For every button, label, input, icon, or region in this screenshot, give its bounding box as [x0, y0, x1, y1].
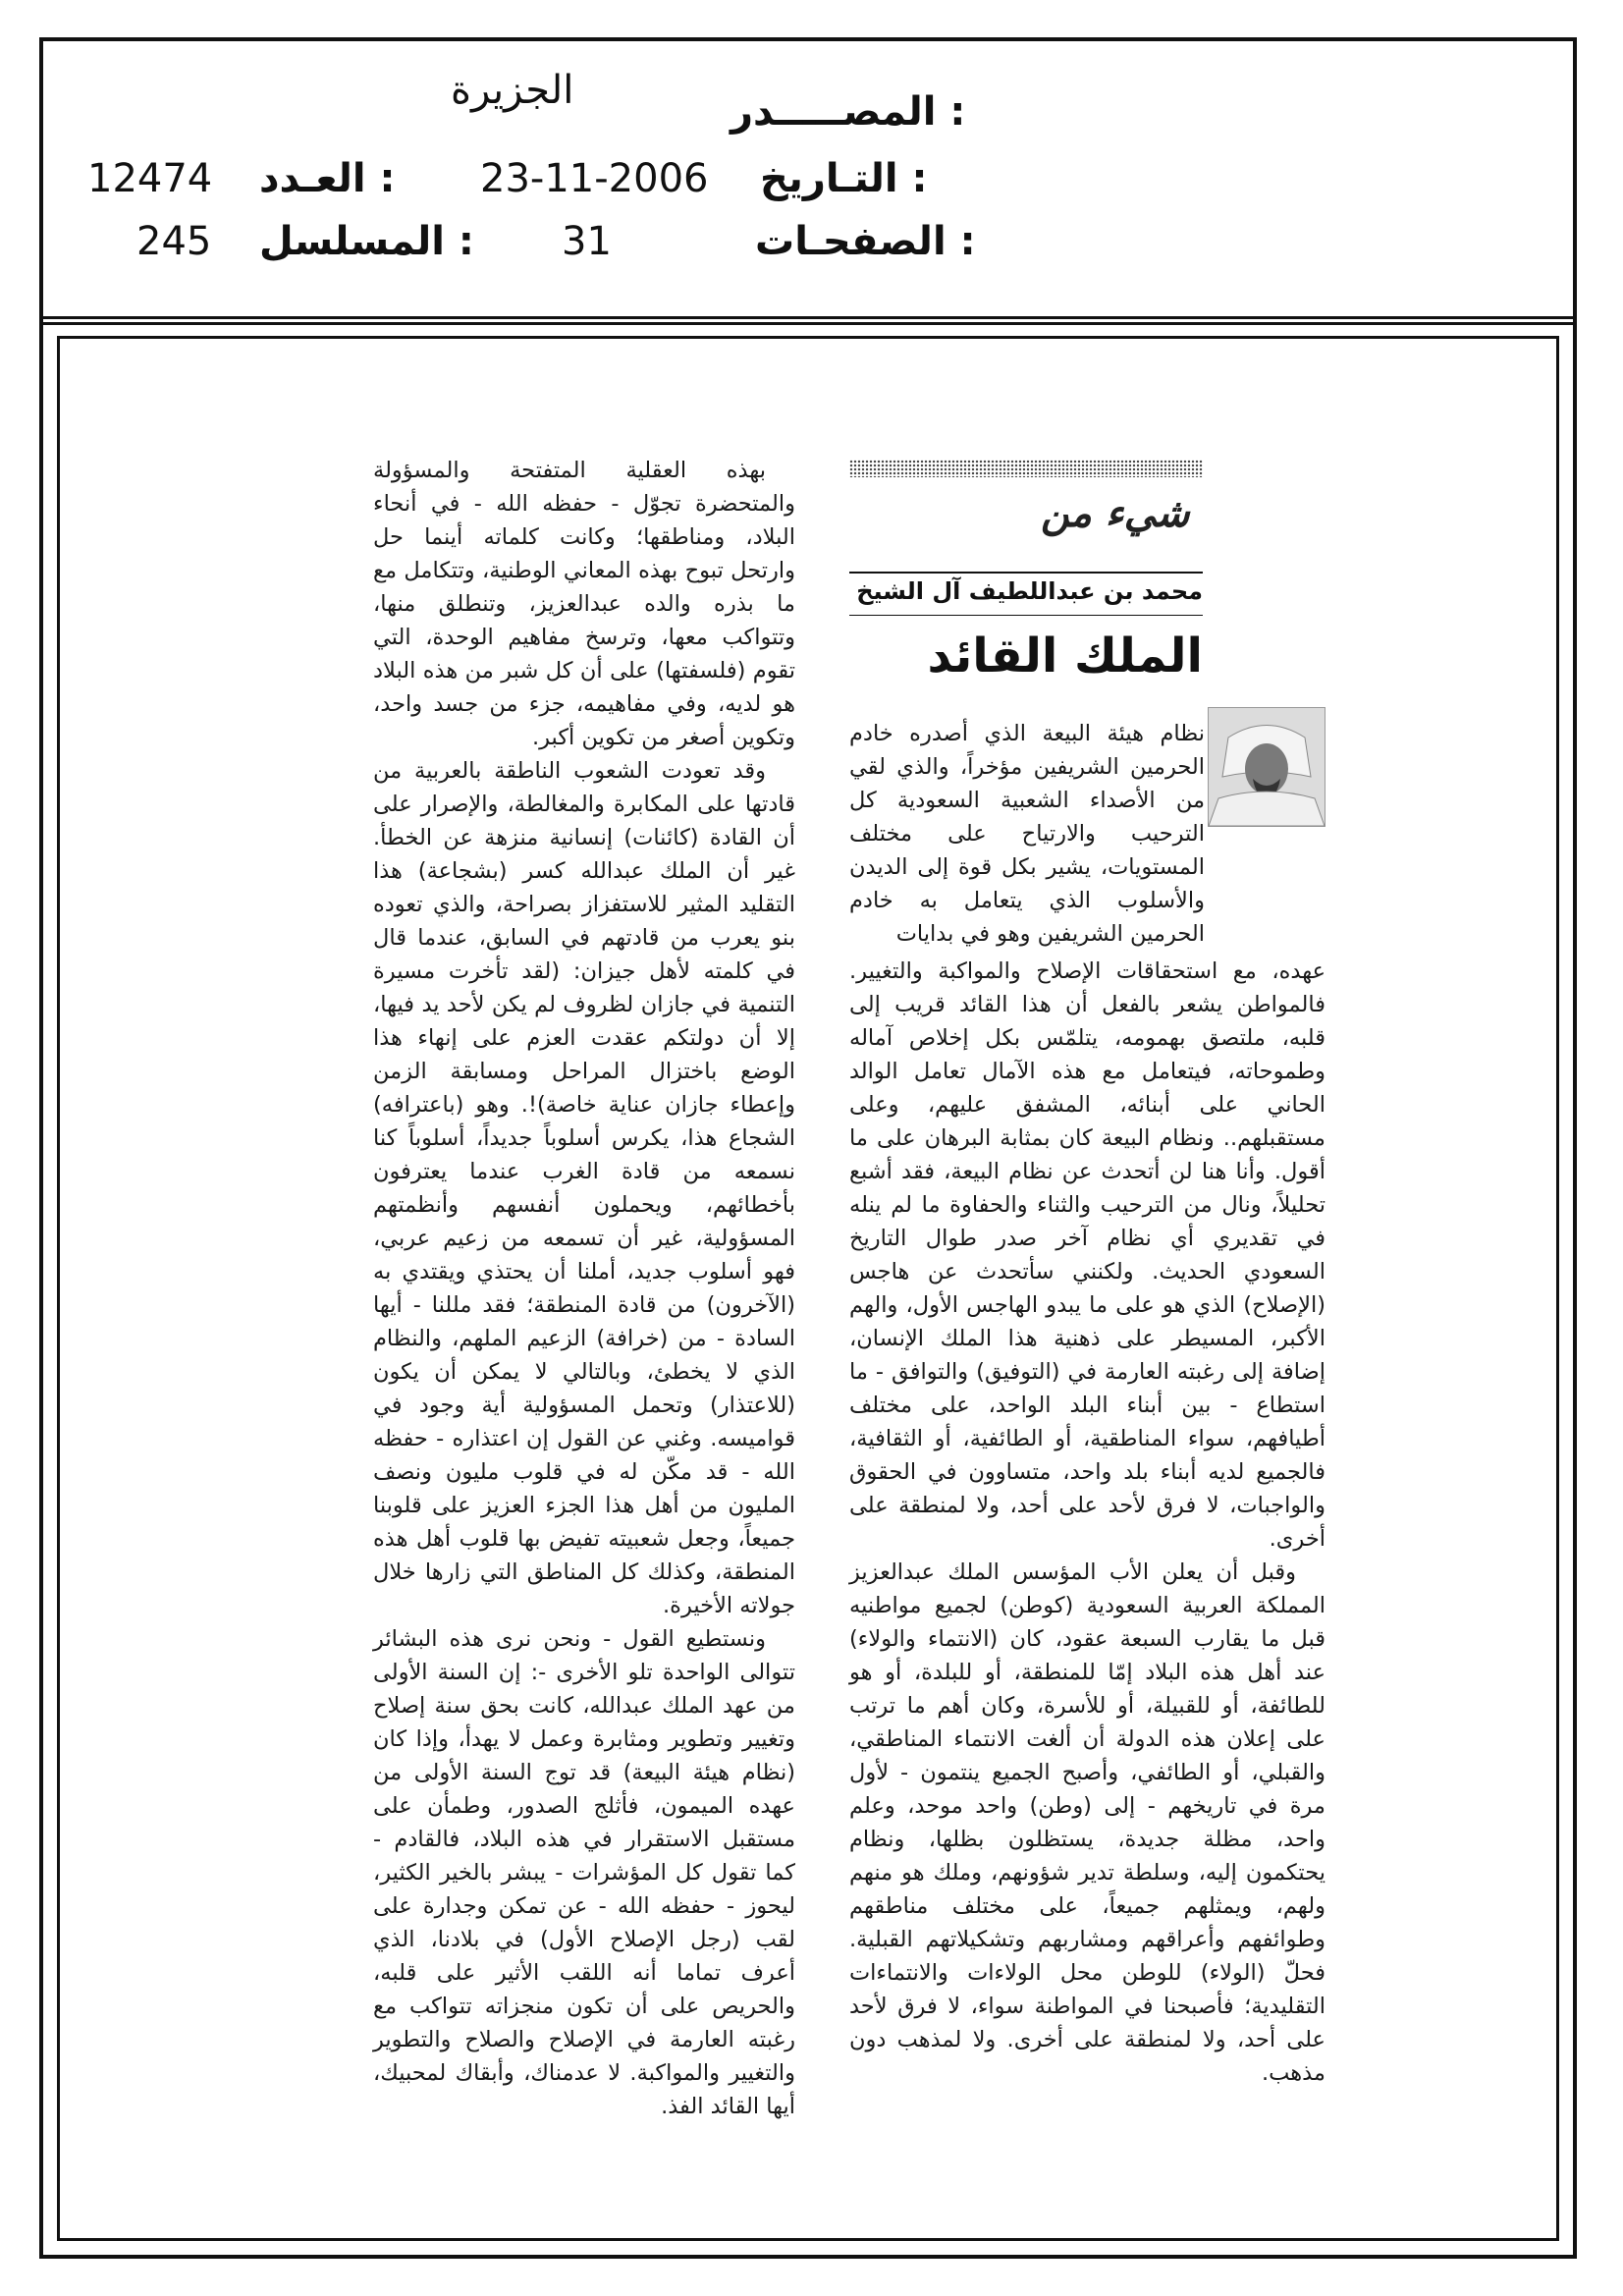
date-value: 23-11-2006 [480, 156, 709, 201]
author-name: محمد بن عبداللطيف آل الشيخ [856, 577, 1203, 605]
source-label: المصـــــدر : [730, 89, 966, 135]
pages-label: الصفحـات : [755, 219, 976, 264]
paragraph-5: ونستطيع القول - ونحن نرى هذه البشائر تتوالى الواحدة تلو الأخرى -: إن السنة الأولى من عهد الملك عبدالله، كانت بحق سنة إصلاح وتغيير وتطوير ومثابرة وعمل لا يهدأ، وإذا كان (نظام هيئة البيعة) قد توج السنة الأولى من عهده الميمون، فأثلج الصدور، وطمأن على مستقبل الاستقرار في هذه البلاد، فالقادم - كما تقول كل المؤشرات - يبشر بالخير الكثير، ليحوز - حفظه الله - عن تمكن وجدارة على لقب (رجل الإصلاح الأول) في بلادنا، الذي أعرف تماما أنه اللقب الأثير على قلبه، والحريص على أن تكون منجزاته تتواكب مع رغبته العارمة في الإصلاح والصلاح والتطوير والتغيير والمواكبة. لا عدمناك، وأبقاك لمحبيك، أيها القائد الفذ. [373, 1626, 795, 2119]
article-column-right [849, 955, 1325, 2086]
paragraph-1-start: نظام هيئة البيعة الذي أصدره خادم الحرمين الشريفين مؤخراً، والذي لقي من الأصداء الشعبية السعودية كل الترحيب والارتياح على مختلف المستويات، يشير بكل قوة إلى الديدن والأسلوب الذي يتعامل به خادم الحرمين الشريفين وهو في بدايات [849, 721, 1205, 947]
metadata-header [43, 41, 1573, 319]
paragraph-3: بهذه العقلية المتفتحة والمسؤولة والمتحضرة تجوّل - حفظه الله - في أنحاء البلاد، ومناطقها؛ وكانت كلماته أينما حل وارتحل تبوح بهذه المعاني الوطنية، وتتكامل مع ما بذره والده عبدالعزيز، وتنطلق منها، وتتواكب معها، وترسخ مفاهيم الوحدة، التي تقوم (فلسفتها) على أن كل شبر من هذه البلاد هو لديه، وفي مفاهيمه، جزء من جسد واحد، وتكوين أصغر من تكوين أكبر. [373, 458, 795, 750]
serial-value: 245 [136, 219, 212, 264]
source-value: الجزيرة [451, 68, 574, 113]
column-dotted-rule [849, 460, 1203, 477]
column-name: شيء من [1041, 491, 1190, 536]
article-title: الملك القائد [927, 629, 1203, 683]
author-top-rule [849, 572, 1203, 574]
paragraph-1-cont: عهده، مع استحقاقات الإصلاح والمواكبة والتغيير. فالمواطن يشعر بالفعل أن هذا القائد قريب إلى قلبه، ملتصق بهمومه، يتلمّس بكل إخلاص آماله وطموحاته، فيتعامل مع هذه الآمال تعامل الوالد الحاني على أبنائه، المشفق عليهم، وعلى مستقبلهم.. ونظام البيعة كان بمثابة البرهان على ما أقول. وأنا هنا لن أتحدث عن نظام البيعة، فقد أشبع تحليلاً، ونال من الترحيب والثناء والحفاوة ما لم ينله في تقديري أي نظام آخر صدر طوال التاريخ السعودي الحديث. ولكنني سأتحدث عن هاجس (الإصلاح) الذي هو على ما يبدو الهاجس الأول، والهم الأكبر، المسيطر على ذهنية هذا الملك الإنسان، إضافة إلى رغبته العارمة في (التوفيق) والتوافق - ما استطاع - بين أبناء البلد الواحد، على مختلف أطيافهم، سواء المناطقية، أو الطائفية، أو الثقافية، فالجميع لديه أبناء بلد واحد، متساوون في الحقوق والواجبات، لا فرق لأحد على أحد، ولا لمنطقة على أخرى. [849, 958, 1325, 1552]
serial-label: المسلسل : [259, 219, 474, 264]
author-portrait-icon [1209, 708, 1325, 826]
article-frame [57, 336, 1559, 2241]
article-column-left [373, 454, 795, 2119]
author-photo [1208, 707, 1325, 827]
author-bottom-rule [849, 615, 1203, 616]
pages-value: 31 [562, 219, 612, 264]
paragraph-2: وقبل أن يعلن الأب المؤسس الملك عبدالعزيز المملكة العربية السعودية (كوطن) لجميع مواطنيه قبل ما يقارب السبعة عقود، كان (الانتماء والولاء) عند أهل هذه البلاد إمّا للمنطقة، أو للبلدة، أو هو للطائفة، أو للقبيلة، أو للأسرة، وكان أهم ما ترتب على إعلان هذه الدولة أن ألغت الانتماء المناطقي، والقبلي، أو الطائفي، وأصبح الجميع ينتمون - لأول مرة في تاريخهم - إلى (وطن) واحد موحد، وعلم واحد، مظلة جديدة، يستظلون بظلها، ونظام يحتكمون إليه، وسلطة تدير شؤونهم، وملك هو منهم ولهم، ويمثلهم جميعاً، على مختلف مناطقهم وطوائفهم وأعراقهم ومشاربهم وتشكيلاتهم القبلية. فحلّ (الولاء) للوطن محل الولاءات والانتماءات التقليدية؛ فأصبحنا في المواطنة سواء، لا فرق لأحد على أحد، ولا لمنطقة على أخرى. ولا لمذهب دون مذهب. [849, 1559, 1325, 2086]
issue-value: 12474 [87, 156, 213, 201]
issue-label: العـدد : [259, 156, 396, 201]
article-column-right-top [849, 717, 1205, 951]
page-frame [39, 37, 1577, 2259]
header-divider [43, 322, 1573, 325]
date-label: التـاريخ : [760, 156, 928, 201]
paragraph-4: وقد تعودت الشعوب الناطقة بالعربية من قادتها على المكابرة والمغالطة، والإصرار على أن القادة (كائنات) إنسانية منزهة عن الخطأ. غير أن الملك عبدالله كسر (بشجاعة) هذا التقليد المثير للاستفزاز بصراحة، والذي تعوده بنو يعرب من قادتهم في السابق، عندما قال في كلمته لأهل جيزان: (لقد تأخرت مسيرة التنمية في جازان لظروف لم يكن لأحد يد فيها، إلا أن دولتكم عقدت العزم على إنهاء هذا الوضع باختزال المراحل ومسابقة الزمن وإعطاء جازان عناية خاصة)!. وهو (باعترافه) الشجاع هذا، يكرس أسلوباً جديداً، أسلوباً كنا نسمعه من قادة الغرب عندما يعترفون بأخطائهم، ويحملون أنفسهم وأنظمتهم المسؤولية، غير أن تسمعه من زعيم عربي، فهو أسلوب جديد، أملنا أن يحتذي ويقتدي به (الآخرون) من قادة المنطقة؛ فقد مللنا - أيها السادة - من (خرافة) الزعيم الملهم، والنظام الذي لا يخطئ، وبالتالي لا يمكن أن يكون (للاعتذار) وتحمل المسؤولية أية وجود في قواميسه. وغني عن القول إن اعتذاره - حفظه الله - قد مكّن له في قلوب مليون ونصف المليون من أهل هذا الجزء العزيز على قلوبنا جميعاً، وجعل شعبيته تفيض بها قلوب أهل هذه المنطقة، وكذلك كل المناطق التي زارها خلال جولاته الأخيرة. [373, 758, 795, 1618]
